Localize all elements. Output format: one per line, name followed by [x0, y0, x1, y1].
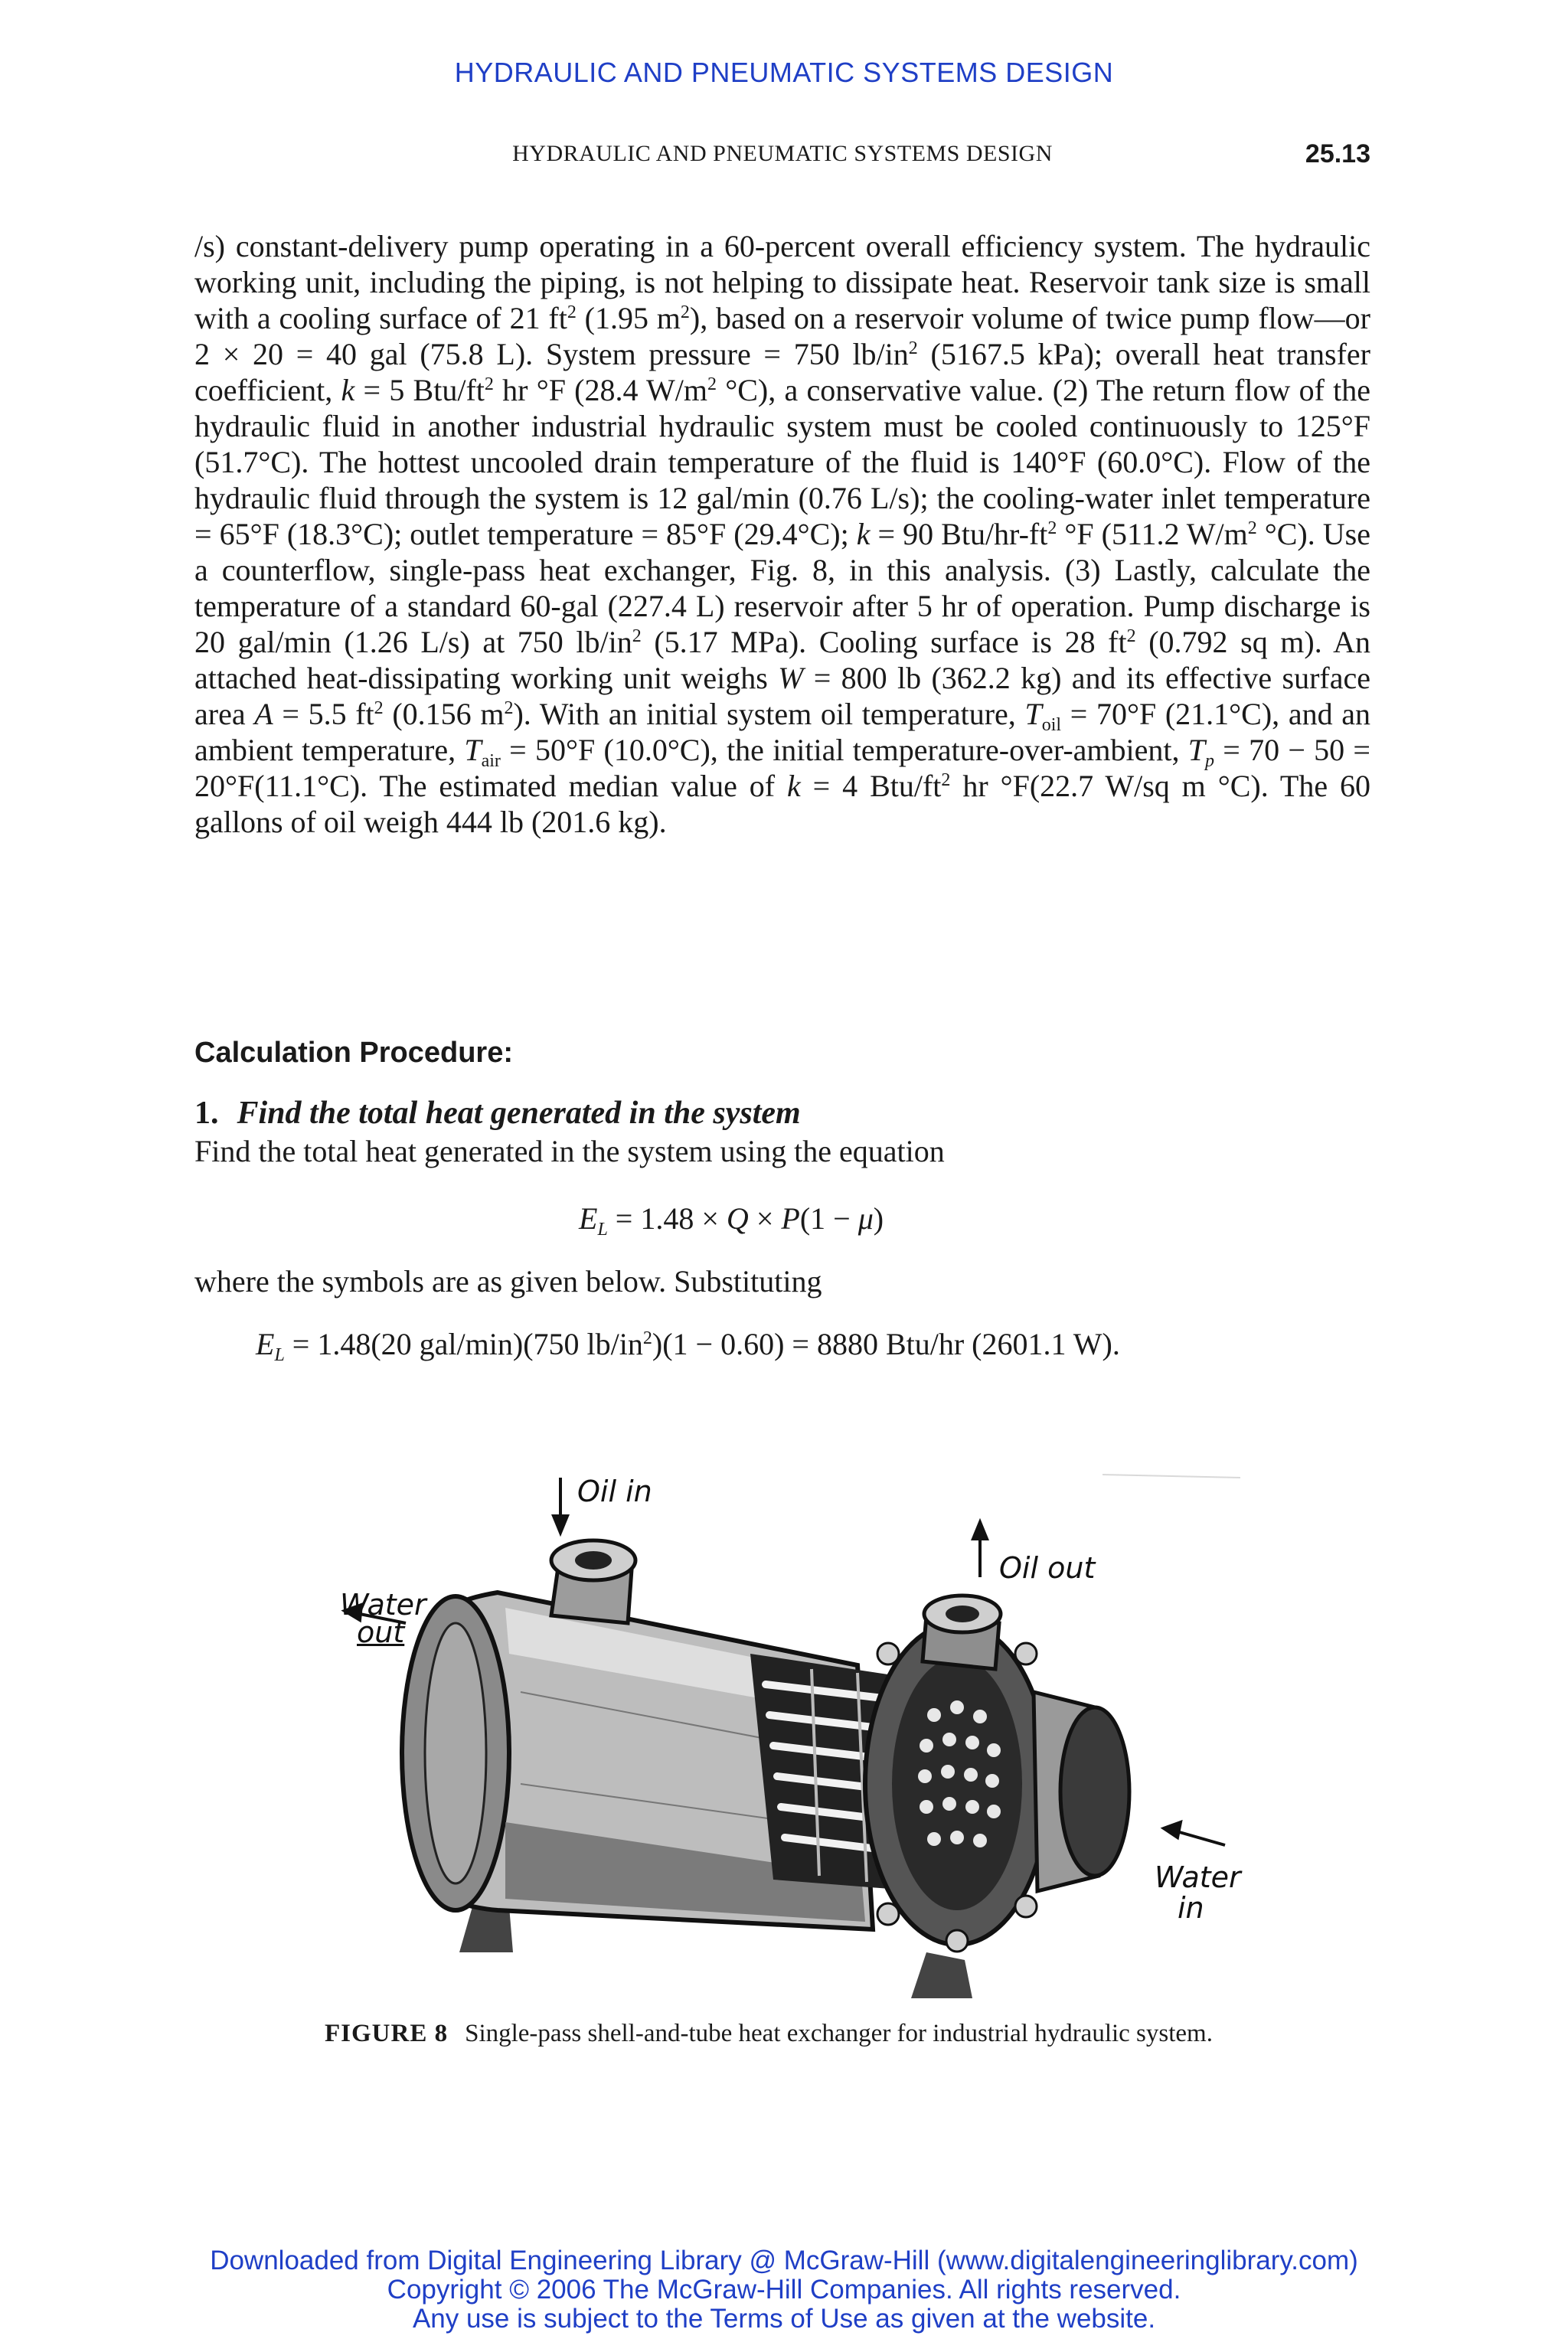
footer-line-2: Copyright © 2006 The McGraw-Hill Companies. All rights reserved.	[387, 2275, 1181, 2305]
label-water-in-line1: Water	[1155, 1860, 1241, 1894]
label-water-out-line1: Water	[340, 1588, 426, 1622]
label-oil-in: Oil in	[577, 1475, 652, 1508]
section-heading: Calculation Procedure:	[194, 1037, 513, 1069]
heat-exchanger-illustration	[322, 1462, 1256, 1998]
problem-paragraph: /s) constant-delivery pump operating in a 60-percent overall efficiency system. The hydraulic working unit, including the piping, is not helping to dissipate heat. Reservoir tank size is small with a cooling surface of 21 $ft^2$ (1.95 $m^2$), based on a reservoir volume of twice pump flow—or 2 × 20 = 40 gal (75.8 L). System pressure = 750 $lb/in^2$ (5167.5 kPa); overall heat transfer coefficient, k = 5 Btu/$ft^2$ hr °F (28.4 $W/m^2$ °C), a conservative value. (2) The return flow of the hydraulic fluid in another industrial hydraulic system must be cooled continuously to 125°F (51.7°C). The hottest uncooled drain temperature of the fluid is 140°F (60.0°C). Flow of the hydraulic fluid through the system is 12 gal/min (0.76 L/s); the cooling-water inlet temperature = 65°F (18.3°C); outlet temperature = 85°F (29.4°C); k = 90 Btu/$hr-ft^2$ °F (511.2 $W/m^2$ °C). Use a counterflow, single-pass heat exchanger, Fig. 8, in this analysis. (3) Lastly, calculate the temperature of a standard 60-gal (227.4 L) reservoir after 5 hr of operation. Pump discharge is 20 gal/min (1.26 L/s) at 750 $lb/in^2$ (5.17 MPa). Cooling surface is 28 $ft^2$ (0.792 sq m). An attached heat-dissipating working unit weighs W = 800 lb (362.2 kg) and its effective surface area A = 5.5 $ft^2$ (0.156 $m^2$). With an initial system oil temperature, $T_{oil} = 70^\circ F$ (21.1°C), and an ambient temperature, $T_{air} = 50^\circ F$ (10.0°C), the initial temperature-over-ambient, $T_p = 70 - 50 = 20^\circ F(11.1^\circ C)$. The estimated median value of k = 4 Btu/$ft^2$ hr °F(22.7 W/sq m °C). The 60 gallons of oil weigh 444 lb (201.6 kg).	[194, 229, 1371, 839]
step-heading	[194, 1095, 801, 1132]
figure-caption	[325, 2018, 1240, 2049]
figure-caption-label: FIGURE 8	[325, 2020, 449, 2047]
step-number: 1.	[194, 1096, 219, 1131]
step-title: Find the total heat generated in the system	[237, 1096, 801, 1131]
top-banner: HYDRAULIC AND PNEUMATIC SYSTEMS DESIGN	[454, 57, 1114, 88]
heat-exchanger-figure	[322, 1462, 1256, 1998]
equation-substituted: $E_L = 1.48(20$ gal/min)(750 $lb/in^2)(1 - 0.60) = 8880$ Btu/hr (2601.1 W).	[256, 1327, 1120, 1365]
step-after-equation: where the symbols are as given below. Substituting	[194, 1264, 822, 1298]
running-head-title: HYDRAULIC AND PNEUMATIC SYSTEMS DESIGN	[512, 141, 1053, 166]
page-number: 25.13	[1305, 139, 1370, 168]
label-water-out-line2: out	[357, 1615, 405, 1649]
figure-caption-text: Single-pass shell-and-tube heat exchanger for industrial hydraulic system.	[465, 2020, 1213, 2047]
footer	[0, 2246, 1568, 2334]
step-intro: Find the total heat generated in the system using the equation	[194, 1134, 945, 1168]
label-water-in-line2: in	[1178, 1891, 1204, 1925]
label-oil-out: Oil out	[999, 1551, 1096, 1585]
footer-line-1[interactable]: Downloaded from Digital Engineering Library @ McGraw-Hill (www.digitalengineeringlibrary.com)	[210, 2246, 1358, 2275]
footer-line-3: Any use is subject to the Terms of Use as given at the website.	[412, 2304, 1156, 2334]
equation-general: $E_L = 1.48 \times Q \times P(1 - \mu)$	[579, 1201, 884, 1240]
